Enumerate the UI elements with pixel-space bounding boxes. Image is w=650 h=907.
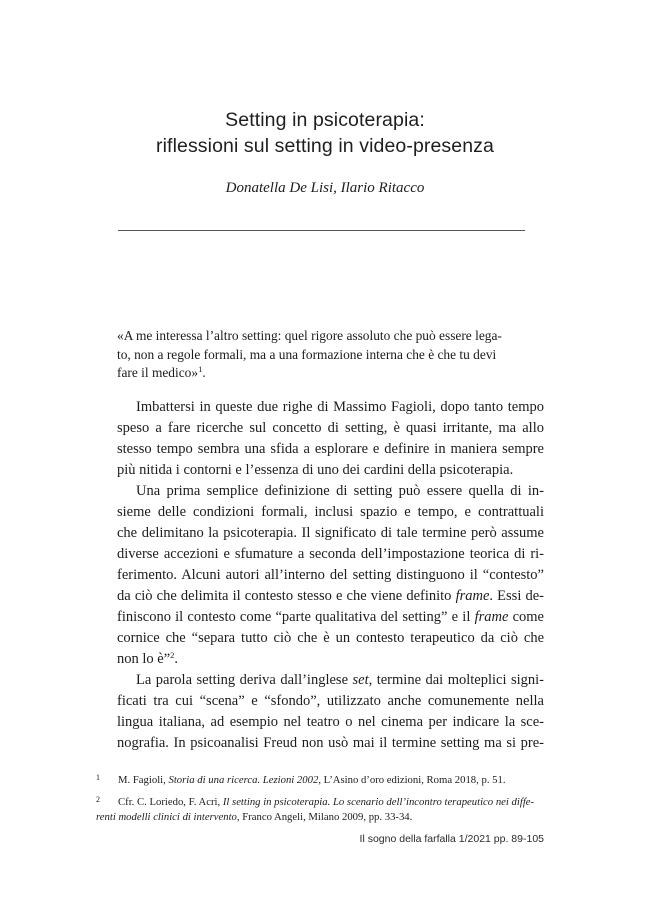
italic-title: renti modelli clinici di intervento	[96, 811, 237, 823]
body-line: che delimitano la psicoterapia. Il significato di tale termine però assume	[117, 525, 544, 541]
epigraph-punct: .	[202, 365, 206, 380]
text-run: , L’Asino d’oro edizioni, Roma 2018, p. 51.	[318, 774, 506, 786]
body-line: sieme delle condizioni formali, inclusi spazio e tempo, e contrattuali	[117, 504, 544, 520]
italic-term: frame	[474, 609, 509, 625]
epigraph-text: fare il medico»	[117, 365, 199, 380]
title-rule	[118, 230, 525, 231]
authors: Donatella De Lisi, Ilario Ritacco	[225, 180, 425, 196]
body-line	[117, 586, 544, 607]
epigraph-line: to, non a regole formali, ma a una formazione interna che è che tu devi	[117, 346, 497, 362]
body-line	[117, 607, 544, 628]
body-line: ficati tra cui “scena” e “sfondo”, utilizzato anche comunemente nella	[117, 693, 544, 709]
article-title-line-2: riflessioni sul setting in video-presenza	[156, 135, 494, 157]
italic-term: frame	[455, 588, 490, 604]
text-run: . Essi de-	[489, 588, 544, 604]
body-line: Una prima semplice definizione di setting può essere quella di in-	[136, 483, 544, 499]
text-run: M. Fagioli,	[118, 774, 169, 786]
footnote-text	[118, 773, 544, 788]
epigraph-line: «A me interessa l’altro setting: quel rigore assoluto che può essere lega-	[117, 328, 502, 343]
body-line: stesso tempo sembra una sfida a esplorare e definire in maniera sempre	[117, 441, 544, 457]
running-footer: Il sogno della farfalla 1/2021 pp. 89-105	[359, 833, 544, 845]
text-run: , Franco Angeli, Milano 2009, pp. 33-34.	[236, 811, 413, 823]
text-run: non lo è”	[117, 651, 171, 667]
text-run: .	[174, 651, 179, 667]
footnote-ref: 1	[198, 364, 203, 374]
italic-title: Il setting in psicoterapia. Lo scenario dell’incontro terapeutico nei diffe-	[222, 796, 535, 808]
body-line: diverse accezioni e sfumature a seconda dell’impostazione teorica di ri-	[117, 546, 544, 562]
body-line: più nitida i contorni e l’essenza di uno dei cardini della psicoterapia.	[117, 462, 514, 478]
body-line: Imbattersi in queste due righe di Massimo Fagioli, dopo tanto tempo	[136, 399, 544, 415]
body-line: lingua italiana, ad esempio nel teatro o nel cinema per indicare la sce-	[117, 714, 544, 730]
text-run: come	[508, 609, 544, 625]
text-run: , termine dai molteplici signi-	[368, 672, 545, 688]
body-line: ferimento. Alcuni autori all’interno del setting distinguono il “contesto”	[117, 567, 544, 583]
text-run: da ciò che delimita il contesto stesso e che viene definito	[117, 588, 456, 604]
footnote-text	[118, 795, 544, 810]
text-run: La parola setting deriva dall’inglese	[136, 672, 353, 688]
body-line: nografia. In psicoanalisi Freud non usò mai il termine setting ma si pre-	[117, 735, 544, 751]
italic-term: set	[352, 672, 369, 688]
body-line	[117, 649, 544, 670]
footnote-ref: 2	[170, 650, 175, 660]
footnote-continuation	[96, 810, 544, 825]
footnote-number: 1	[96, 773, 100, 782]
body-line: cornice che “separa tutto ciò che è un contesto terapeutico da ciò che	[117, 630, 544, 646]
italic-title: Storia di una ricerca. Lezioni 2002	[168, 774, 319, 786]
epigraph-line	[117, 364, 527, 383]
footnote-number: 2	[96, 795, 100, 804]
body-line	[136, 670, 544, 691]
article-title-line-1: Setting in psicoterapia:	[225, 109, 425, 131]
body-line: speso a fare ricerche sul concetto di setting, è quasi irritante, ma allo	[117, 420, 544, 436]
text-run: Cfr. C. Loriedo, F. Acri,	[118, 796, 223, 808]
text-run: finiscono il contesto come “parte qualitativa del setting” e il	[117, 609, 475, 625]
